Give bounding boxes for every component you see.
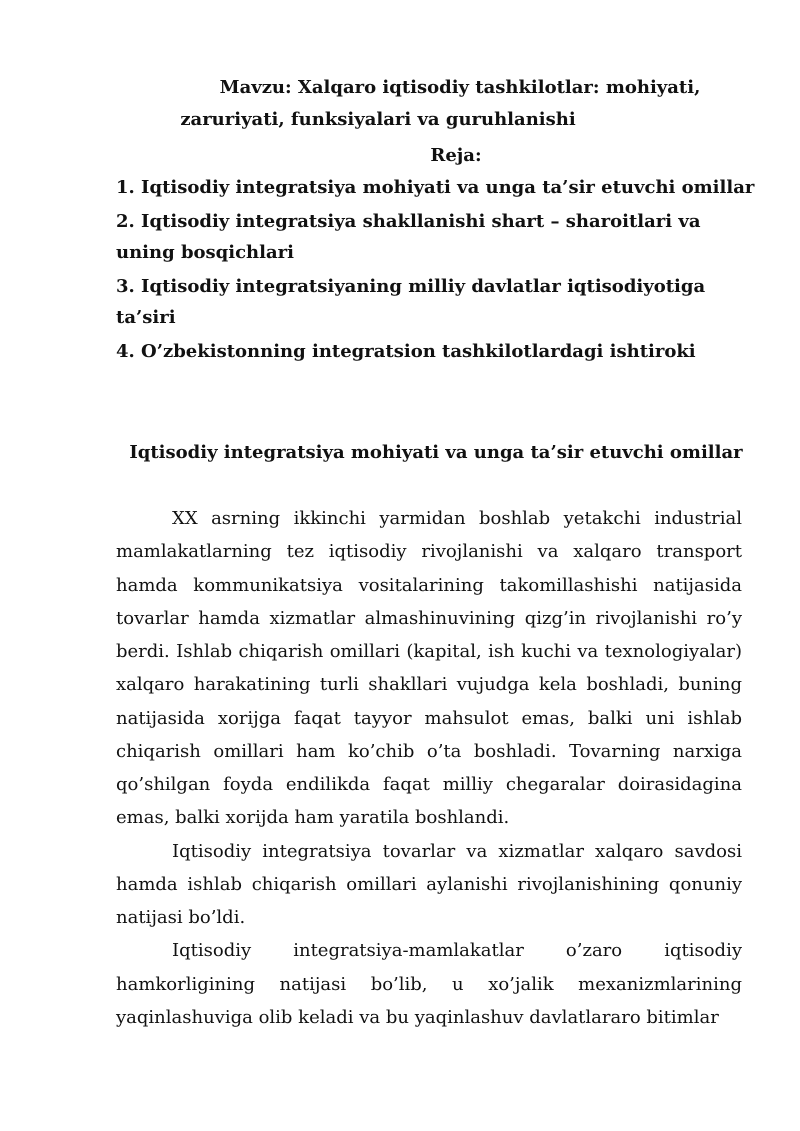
paragraph-2: Iqtisodiy integratsiya tovarlar va xizmatlar xalqaro savdosi hamda ishlab chiqarish omillari aylanishi rivojlanishining qonuniy natijasi bo’ldi.: [116, 840, 742, 928]
plan-label: Reja:: [430, 145, 482, 166]
paragraph-3: Iqtisodiy integratsiya-mamlakatlar o’zaro iqtisodiy hamkorligining natijasi bo’lib, u xo’jalik mexanizmlarining yaqinlashuviga olib keladi va bu yaqinlashuv davlatlararo bitimlar: [116, 940, 742, 1028]
plan-item-3: 3. Iqtisodiy integratsiyaning milliy davlatlar iqtisodiyotiga ta’siri: [116, 276, 706, 328]
page-title-line-2: zaruriyati, funksiyalari va guruhlanishi: [180, 109, 576, 130]
section-body: [116, 502, 742, 1034]
plan-item-2: 2. Iqtisodiy integratsiya shakllanishi shart – sharoitlari va uning bosqichlari: [116, 211, 701, 263]
page-title-line-1: Mavzu: Xalqaro iqtisodiy tashkilotlar: mohiyati,: [219, 77, 701, 98]
plan-item-4: 4. O’zbekistonning integratsion tashkilotlardagi ishtiroki: [116, 341, 696, 362]
section-heading: Iqtisodiy integratsiya mohiyati va unga ta’sir etuvchi omillar: [129, 442, 743, 463]
paragraph-1: XX asrning ikkinchi yarmidan boshlab yetakchi industrial mamlakatlarning tez iqtisodiy rivojlanishi va xalqaro transport hamda kommunikatsiya vositalarining takomillashishi natijasida tovarlar hamda xizmatlar almashinuvining qizg’in rivojlanishi ro’y berdi. Ishlab chiqarish omillari (kapital, ish kuchi va texnologiyalar) xalqaro harakatining turli shakllari vujudga kela boshladi, buning natijasida xorijga faqat tayyor mahsulot emas, balki uni ishlab chiqarish omillari ham ko’chib o’ta boshladi. Tovarning narxiga qo’shilgan foyda endilikda faqat milliy chegaralar doirasidagina emas, balki xorijda ham yaratila boshlandi.: [116, 508, 742, 829]
plan-list: [116, 172, 756, 370]
plan-item-1: 1. Iqtisodiy integratsiya mohiyati va unga ta’sir etuvchi omillar: [116, 177, 755, 198]
